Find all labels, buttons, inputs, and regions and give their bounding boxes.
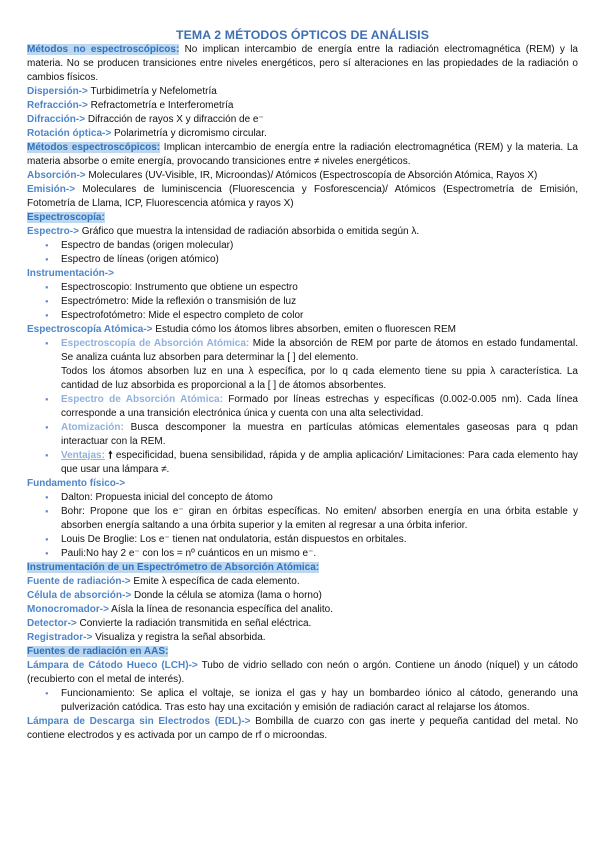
difraccion-term: Difracción-> <box>27 114 86 125</box>
monocromador-term: Monocromador-> <box>27 604 109 615</box>
fundamento-line <box>27 477 578 491</box>
espectroscopia-heading: Espectroscopía: <box>27 212 105 223</box>
list-item: ● Funcionamiento: Se aplica el voltaje, se ioniza el gas y hay un bombardeo iónico al cátodo, generando una pulverización catódica. Tras esto hay una excitación y emisión de radiación caract al relajarse los átomos. <box>61 687 578 715</box>
espec-text: Implican intercambio de energía entre la radiación electromagnética (REM) y la materia. La materia absorbe o emite energía, provocando transiciones entre ≠ niveles energéticos. <box>27 142 578 167</box>
rotacion-text: Polarimetría y dicromismo circular. <box>111 128 267 139</box>
refraccion-text: Refractometría e Interferometría <box>87 100 234 111</box>
fundamento-term: Fundamento físico-> <box>27 478 126 489</box>
atomizacion-text: Busca descomponer la muestra en partículas atómicas elementales gaseosas para q pdan interactuar con la REM. <box>61 422 578 447</box>
ventajas-term: Ventajas: <box>61 450 105 461</box>
espectroscopia-heading-line <box>27 211 578 225</box>
esp-atomica-list <box>27 337 578 477</box>
list-item: ● Louis De Broglie: Los e⁻ tienen nat ondulatoria, están dispuestos en orbitales. <box>61 533 578 547</box>
lch-list <box>27 687 578 715</box>
esp-atomica-line <box>27 323 578 337</box>
espectro-aa-text: Formado por líneas estrechas y específicas (0.002-0.005 nm). Cada línea corresponde a una transición electrónica única y cuenta con una alta selectividad. <box>61 394 578 419</box>
no-espec-text: No implican intercambio de energía entre la radiación electromagnética (REM) y la materia. No se producen transiciones entre niveles energéticos, pero sí alteraciones en las propiedades de la radiación o cambios físicos. <box>27 44 578 83</box>
registrador-term: Registrador-> <box>27 632 93 643</box>
lch-line <box>27 659 578 687</box>
difraccion-text: Difracción de rayos X y difracción de e⁻ <box>85 114 264 125</box>
absorcion-line <box>27 169 578 183</box>
no-espec-paragraph <box>27 43 578 85</box>
fuente-line <box>27 575 578 589</box>
rotacion-term: Rotación óptica-> <box>27 128 112 139</box>
list-item <box>61 449 578 477</box>
list-item: ● Dalton: Propuesta inicial del concepto de átomo <box>61 491 578 505</box>
edl-term: Lámpara de Descarga sin Electrodos (EDL)-> <box>27 716 251 727</box>
atomizacion-term: Atomización: <box>61 422 124 433</box>
list-item <box>61 393 578 421</box>
list-item: ● Espectroscopio: Instrumento que obtiene un espectro <box>61 281 578 295</box>
list-item: ● Espectrómetro: Mide la reflexión o transmisión de luz <box>61 295 578 309</box>
instr-aas-heading-line <box>27 561 578 575</box>
instrumentacion-line <box>27 267 578 281</box>
difraccion-line <box>27 113 578 127</box>
list-item: ● Espectro de bandas (origen molecular) <box>61 239 578 253</box>
registrador-line <box>27 631 578 645</box>
list-item <box>61 337 578 393</box>
instrumentacion-term: Instrumentación-> <box>27 268 114 279</box>
absorcion-text: Moleculares (UV-Visible, IR, Microondas)/ Atómicos (Espectroscopía de Absorción Atómica, Rayos X) <box>85 170 538 181</box>
fuente-term: Fuente de radiación-> <box>27 576 131 587</box>
fuentes-aas-heading: Fuentes de radiación en AAS: <box>27 646 169 657</box>
page-title: TEMA 2 MÉTODOS ÓPTICOS DE ANÁLISIS <box>175 28 429 42</box>
aas-extra-text: Todos los átomos absorben luz en una λ específica, por lo q cada elemento tiene su ppia λ característica. La cantidad de luz absorbida es proporcional a la [ ] de átomos absorbentes. <box>61 366 578 391</box>
dispersion-line <box>27 85 578 99</box>
monocromador-text: Aísla la línea de resonancia específica del analito. <box>108 604 333 615</box>
ventajas-text: especificidad, buena sensibilidad, rápida y de amplia aplicación/ Limitaciones: Para cada elemento hay que usar una lámpara ≠. <box>61 450 579 475</box>
list-item: ● Pauli:No hay 2 e⁻ con los = nº cuánticos en un mismo e⁻. <box>61 547 578 561</box>
dispersion-term: Dispersión-> <box>27 86 88 97</box>
aas-term: Espectroscopía de Absorción Atómica: <box>61 338 250 349</box>
espectro-list <box>27 239 578 267</box>
emision-term: Emisión-> <box>27 184 76 195</box>
fundamento-list <box>27 491 578 561</box>
edl-text: Bombilla de cuarzo con gas inerte y pequeña cantidad del metal. No contiene electrodos y es activada por un campo de rf o microondas. <box>27 716 579 741</box>
list-item: ● Espectro de líneas (origen atómico) <box>61 253 578 267</box>
rotacion-line <box>27 127 578 141</box>
espectro-text: Gráfico que muestra la intensidad de radiación absorbida o emitida según λ. <box>78 226 420 237</box>
refraccion-term: Refracción-> <box>27 100 88 111</box>
lch-text: Tubo de vidrio sellado con neón o argón. Contiene un ánodo (níquel) y un cátodo (recubierto con el metal de interés). <box>27 660 578 685</box>
list-item: ● Bohr: Propone que los e⁻ giran en órbitas específicas. No emiten/ absorben energía en una órbita estable y absorben energía saltando a una órbita superior y la emiten al regresar a una órbita inferior. <box>61 505 578 533</box>
celula-text: Donde la célula se atomiza (lama o horno) <box>131 590 322 601</box>
registrador-text: Visualiza y registra la señal absorbida. <box>92 632 266 643</box>
espectro-term: Espectro-> <box>27 226 79 237</box>
instr-aas-heading: Instrumentación de un Espectrómetro de Absorción Atómica: <box>27 562 320 573</box>
celula-line <box>27 589 578 603</box>
refraccion-line <box>27 99 578 113</box>
detector-text: Convierte la radiación transmitida en señal eléctrica. <box>76 618 312 629</box>
list-item <box>61 421 578 449</box>
detector-term: Detector-> <box>27 618 77 629</box>
no-espec-heading: Métodos no espectroscópicos: <box>27 44 180 55</box>
detector-line <box>27 617 578 631</box>
celula-term: Célula de absorción-> <box>27 590 132 601</box>
lch-term: Lámpara de Cátodo Hueco (LCH)-> <box>27 660 198 671</box>
arrow-up-icon: 🠕 <box>108 450 113 461</box>
espectro-aa-term: Espectro de Absorción Atómica: <box>61 394 223 405</box>
esp-atomica-text: Estudia cómo los átomos libres absorben, emiten o fluorescen REM <box>152 324 456 335</box>
aas-text: Mide la absorción de REM por parte de átomos en estado fundamental. Se analiza cuánta luz absorben para determinar la [ ] del elemento. <box>61 338 578 363</box>
edl-line <box>27 715 578 743</box>
absorcion-term: Absorción-> <box>27 170 86 181</box>
emision-text: Moleculares de luminiscencia (Fluorescencia y Fosforescencia)/ Atómicos (Espectrometría de Emisión, Fotometría de Llama, ICP, Fluorescencia atómica y rayos X) <box>27 184 578 209</box>
espec-heading: Métodos espectroscópicos: <box>27 142 161 153</box>
emision-line <box>27 183 578 211</box>
fuentes-aas-heading-line <box>27 645 578 659</box>
instrumentacion-list <box>27 281 578 323</box>
espectro-line <box>27 225 578 239</box>
list-item: ● Espectrofotómetro: Mide el espectro completo de color <box>61 309 578 323</box>
monocromador-line <box>27 603 578 617</box>
fuente-text: Emite λ específica de cada elemento. <box>130 576 300 587</box>
esp-atomica-term: Espectroscopía Atómica-> <box>27 324 153 335</box>
espec-paragraph <box>27 141 578 169</box>
dispersion-text: Turbidimetría y Nefelometría <box>87 86 217 97</box>
